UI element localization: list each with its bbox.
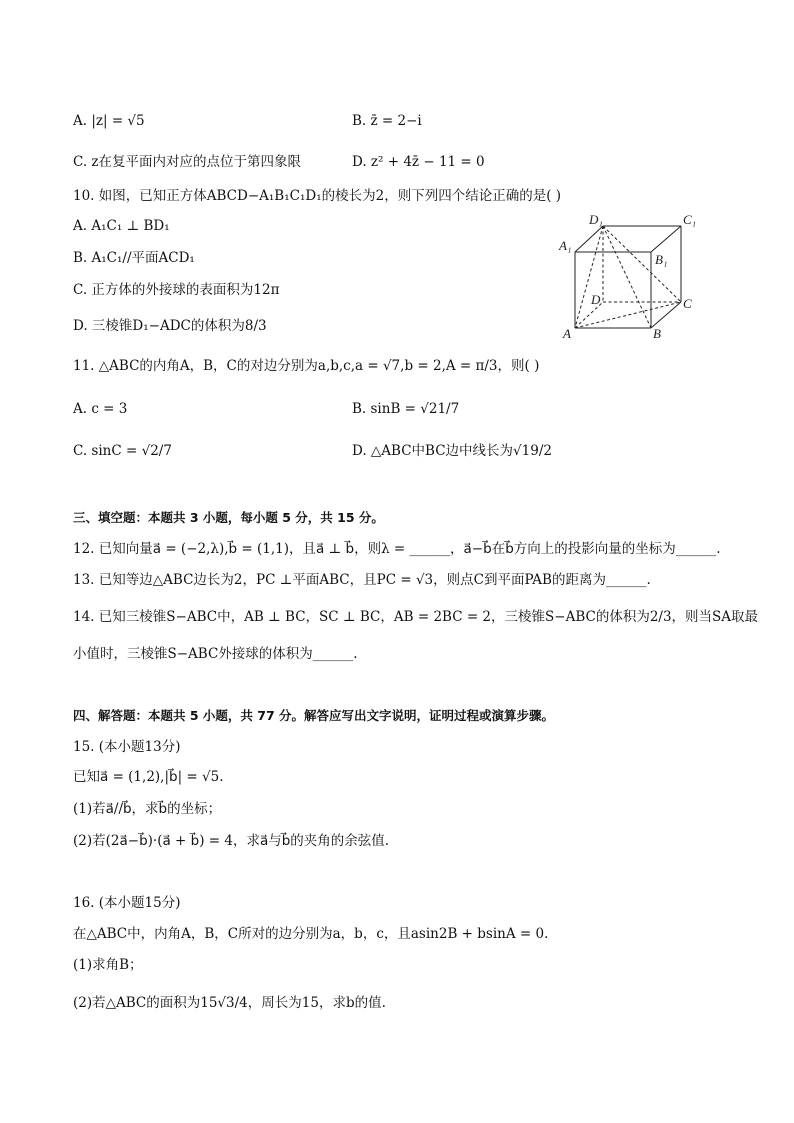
q15-part-1: (1)若a⃗//b⃗，求b⃗的坐标； <box>73 801 222 817</box>
hidden-diag-d1b <box>603 226 651 328</box>
q11-option-b: B. sinB = √21/7 <box>352 401 460 417</box>
q11-option-a: A. c = 3 <box>73 401 128 417</box>
q16-part-2: (2)若△ABC的面积为15√3/4，周长为15，求b的值. <box>73 995 386 1011</box>
q11-option-d: D. △ABC中BC边中线长为√19/2 <box>352 443 552 459</box>
label-b1: B₁ <box>655 252 668 267</box>
q16-part-1: (1)求角B； <box>73 957 143 973</box>
q9-option-a: A. |z| = √5 <box>73 113 145 129</box>
cube-diagram <box>555 212 695 344</box>
hidden-diag-d1a <box>575 226 603 328</box>
q14-line-2: 小值时，三棱锥S−ABC外接球的体积为______. <box>73 646 358 662</box>
q10-option-d: D. 三棱锥D₁−ADC的体积为8/3 <box>73 318 267 334</box>
q12-text: 12. 已知向量a⃗ = (−2,λ),b⃗ = (1,1)，且a⃗ ⊥ b⃗，则λ = ______，a⃗−b⃗在b⃗方向上的投影向量的坐标为______. <box>73 541 721 557</box>
section4-heading: 四、解答题：本题共 5 小题，共 77 分。解答应写出文字说明，证明过程或演算步骤。 <box>73 708 555 723</box>
q16-title: 16. (本小题15分) <box>73 895 181 911</box>
edge-b1c1 <box>651 226 681 252</box>
q13-text: 13. 已知等边△ABC边长为2，PC ⊥平面ABC，且PC = √3，则点C到平面PAB的距离为______. <box>73 572 651 588</box>
edge-a1d1 <box>575 226 603 252</box>
q15-given: 已知a⃗ = (1,2),|b⃗| = √5. <box>73 769 224 785</box>
q15-part-2: (2)若(2a⃗−b⃗)·(a⃗ + b⃗) = 4，求a⃗与b⃗的夹角的余弦值. <box>73 833 390 849</box>
q11-stem: 11. △ABC的内角A，B，C的对边分别为a,b,c,a = √7,b = 2,A = π/3，则( ) <box>73 358 540 374</box>
label-c: C <box>683 296 692 311</box>
q15-title: 15. (本小题13分) <box>73 739 181 755</box>
label-b: B <box>653 326 661 341</box>
q14-line-1: 14. 已知三棱锥S−ABC中，AB ⊥ BC，SC ⊥ BC，AB = 2BC = 2，三棱锥S−ABC的体积为2/3，则当SA取最 <box>73 609 759 625</box>
q16-given: 在△ABC中，内角A，B，C所对的边分别为a，b，c，且asin2B + bsinA = 0. <box>73 926 549 942</box>
q10-option-b: B. A₁C₁//平面ACD₁ <box>73 250 195 266</box>
q11-option-c: C. sinC = √2/7 <box>73 443 172 459</box>
q9-option-c: C. z在复平面内对应的点位于第四象限 <box>73 154 302 170</box>
label-a: A <box>563 326 571 341</box>
section3-heading: 三、填空题：本题共 3 小题，每小题 5 分，共 15 分。 <box>73 510 384 525</box>
label-c1: C₁ <box>683 212 695 227</box>
q9-option-d: D. z² + 4z̄ − 11 = 0 <box>352 154 485 170</box>
label-d: D <box>591 292 601 307</box>
label-a1: A₁ <box>559 238 572 253</box>
q10-option-a: A. A₁C₁ ⊥ BD₁ <box>73 218 170 234</box>
label-d1: D₁ <box>589 212 603 227</box>
cube-figure <box>555 212 695 344</box>
q9-option-b: B. z̄ = 2−i <box>352 113 422 129</box>
q10-stem: 10. 如图，已知正方体ABCD−A₁B₁C₁D₁的棱长为2，则下列四个结论正确的是( ) <box>73 188 562 204</box>
q10-option-c: C. 正方体的外接球的表面积为12π <box>73 282 280 298</box>
hidden-diag-d1c <box>603 226 681 302</box>
